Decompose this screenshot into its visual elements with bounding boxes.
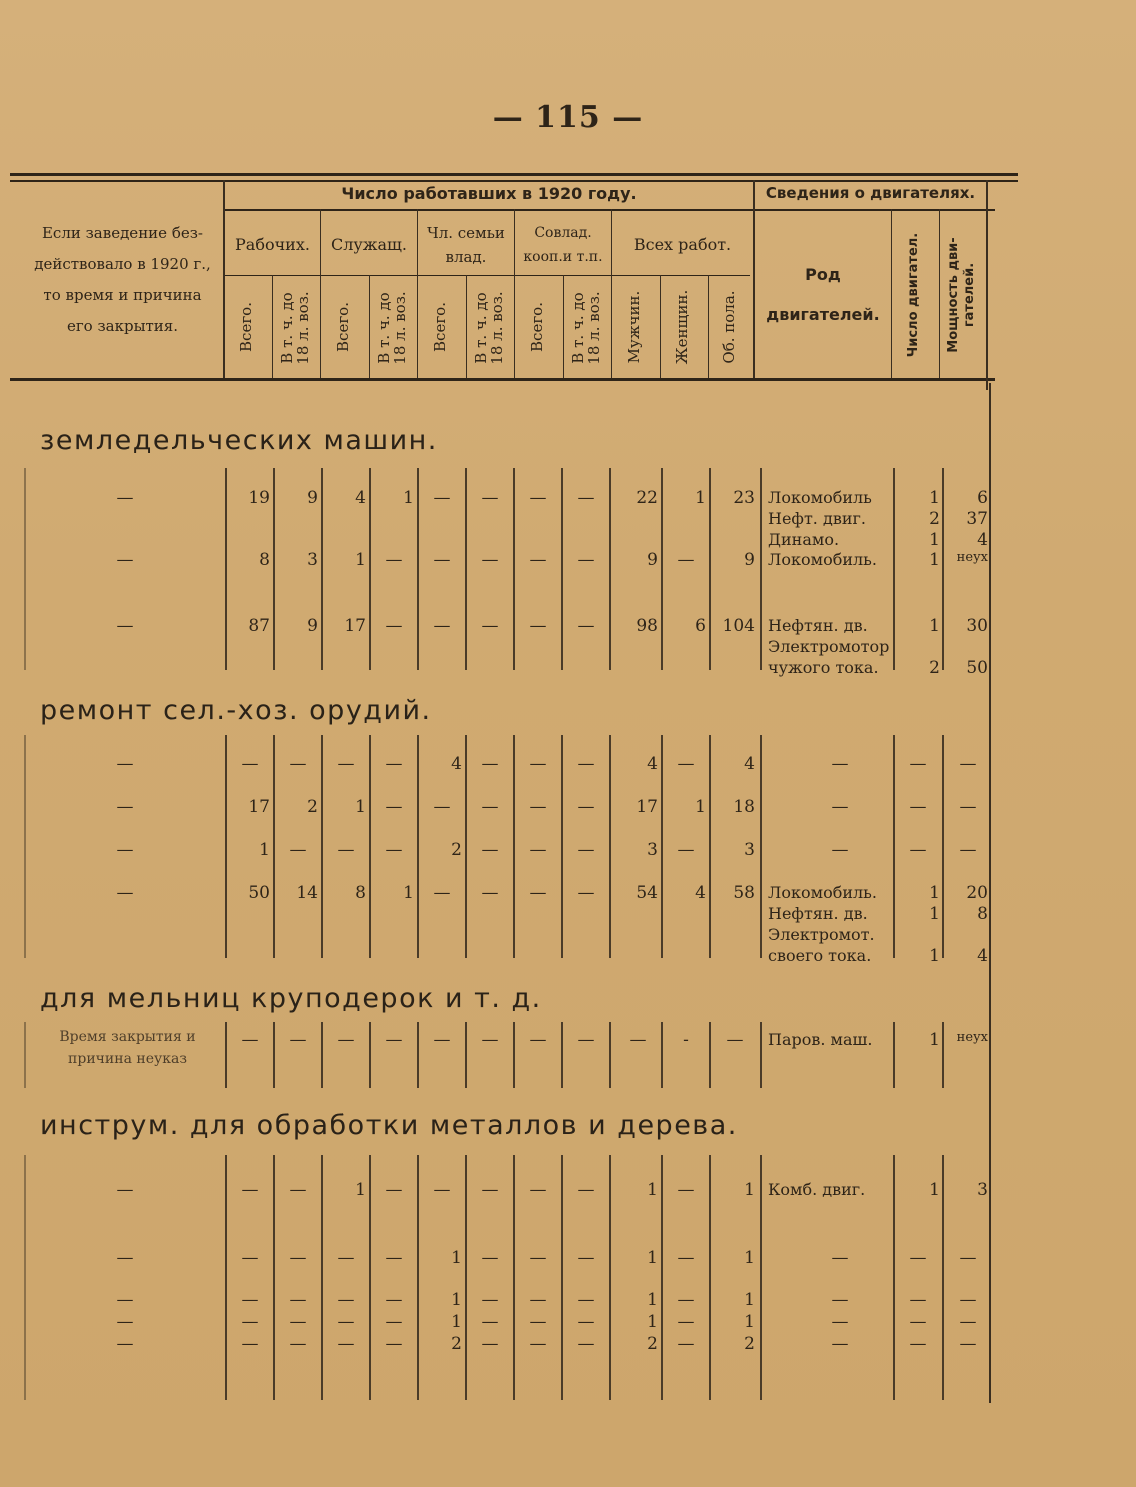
- value-cell: —: [337, 1030, 355, 1050]
- value-cell: —: [577, 1290, 595, 1310]
- section-title: инструм. для обработки металлов и дерева.: [40, 1110, 738, 1141]
- engine-power: неух: [956, 550, 988, 565]
- engine-count: —: [909, 840, 927, 860]
- engine-power: —: [959, 1248, 977, 1268]
- subcol-total-3: Всего.: [431, 302, 449, 352]
- engine-power: 6: [977, 488, 988, 508]
- engine-count: 1: [929, 946, 940, 966]
- value-cell: —: [529, 754, 547, 774]
- subcol-total-1: Всего.: [237, 302, 255, 352]
- value-cell: 54: [636, 883, 658, 903]
- engine-type: чужого тока.: [768, 658, 879, 677]
- value-cell: 98: [636, 616, 658, 636]
- engine-count: 2: [929, 658, 940, 678]
- engine-type: —: [831, 1248, 849, 1268]
- value-cell: —: [577, 754, 595, 774]
- value-cell: 104: [722, 616, 755, 636]
- value-cell: —: [241, 1312, 259, 1332]
- engine-count: 1: [929, 904, 940, 924]
- closure-cell: Время закрытия и причина неуказ: [59, 1029, 196, 1067]
- value-cell: —: [337, 840, 355, 860]
- value-cell: —: [529, 883, 547, 903]
- value-cell: —: [529, 1312, 547, 1332]
- engine-type: Комб. двиг.: [768, 1180, 866, 1199]
- value-cell: 4: [647, 754, 658, 774]
- section-title: ремонт сел.-хоз. орудий.: [40, 695, 432, 726]
- value-cell: 2: [307, 797, 318, 817]
- value-cell: —: [529, 1248, 547, 1268]
- value-cell: 22: [636, 488, 658, 508]
- engine-power: 50: [966, 658, 988, 678]
- value-cell: —: [241, 1334, 259, 1354]
- value-cell: —: [289, 1248, 307, 1268]
- closure-column-header: Если заведение без- действовало в 1920 г., то время и причина его закрытия.: [34, 224, 211, 335]
- engine-power: —: [959, 797, 977, 817]
- engine-power: —: [959, 1334, 977, 1354]
- value-cell: —: [529, 840, 547, 860]
- engine-power: 3: [977, 1180, 988, 1200]
- subcol-men: Мужчин.: [625, 290, 643, 364]
- value-cell: —: [677, 1290, 695, 1310]
- table-header: [10, 173, 1018, 383]
- engine-count-header: Число двигател.: [906, 232, 921, 358]
- engine-count: 2: [929, 509, 940, 529]
- value-cell: 8: [355, 883, 366, 903]
- value-cell: 1: [355, 1180, 366, 1200]
- value-cell: 1: [647, 1290, 658, 1310]
- value-cell: 1: [403, 488, 414, 508]
- value-cell: 1: [451, 1248, 462, 1268]
- value-cell: —: [433, 488, 451, 508]
- value-cell: 1: [403, 883, 414, 903]
- value-cell: 1: [647, 1312, 658, 1332]
- value-cell: —: [241, 1180, 259, 1200]
- engine-type: —: [831, 797, 849, 817]
- closure-cell: —: [116, 616, 134, 636]
- subcol-both: Об. пола.: [720, 290, 738, 364]
- value-cell: 1: [259, 840, 270, 860]
- value-cell: —: [433, 550, 451, 570]
- engine-count: —: [909, 1312, 927, 1332]
- engine-count: 1: [929, 1030, 940, 1050]
- value-cell: 1: [744, 1248, 755, 1268]
- engine-type: Локомобиль: [768, 488, 872, 507]
- engine-type: Нефтян. дв.: [768, 904, 868, 923]
- value-cell: 4: [744, 754, 755, 774]
- value-cell: —: [481, 550, 499, 570]
- engine-power: 4: [977, 530, 988, 550]
- value-cell: —: [481, 616, 499, 636]
- closure-cell: —: [116, 488, 134, 508]
- value-cell: 50: [248, 883, 270, 903]
- value-cell: —: [385, 1334, 403, 1354]
- value-cell: 2: [451, 1334, 462, 1354]
- value-cell: —: [385, 1030, 403, 1050]
- engine-type: —: [831, 1290, 849, 1310]
- subcol-total-4: Всего.: [528, 302, 546, 352]
- value-cell: 18: [733, 797, 755, 817]
- value-cell: —: [677, 1248, 695, 1268]
- engine-type: Динамо.: [768, 530, 840, 549]
- engine-type: Локомобиль.: [768, 883, 877, 902]
- value-cell: —: [529, 1180, 547, 1200]
- value-cell: 2: [647, 1334, 658, 1354]
- value-cell: —: [481, 1312, 499, 1332]
- value-cell: 4: [355, 488, 366, 508]
- value-cell: 6: [695, 616, 706, 636]
- engine-power-header: Мощность дви- гателей.: [946, 237, 977, 353]
- value-cell: 9: [307, 488, 318, 508]
- value-cell: —: [529, 488, 547, 508]
- engine-power: 37: [966, 509, 988, 529]
- engines-title: Сведения о двигателях.: [765, 184, 976, 202]
- value-cell: —: [289, 1180, 307, 1200]
- engine-count: 1: [929, 616, 940, 636]
- value-cell: 17: [636, 797, 658, 817]
- value-cell: —: [385, 1312, 403, 1332]
- engine-power: 30: [966, 616, 988, 636]
- value-cell: 4: [451, 754, 462, 774]
- value-cell: —: [577, 550, 595, 570]
- value-cell: —: [577, 840, 595, 860]
- subcol-total-2: Всего.: [334, 302, 352, 352]
- value-cell: —: [677, 840, 695, 860]
- value-cell: 58: [733, 883, 755, 903]
- value-cell: —: [337, 1248, 355, 1268]
- value-cell: 9: [647, 550, 658, 570]
- group-employees: Служащ.: [330, 235, 408, 254]
- value-cell: —: [289, 1334, 307, 1354]
- value-cell: —: [529, 550, 547, 570]
- engine-type: Электромотор: [768, 637, 890, 656]
- closure-cell: —: [116, 1290, 134, 1310]
- value-cell: —: [481, 1290, 499, 1310]
- value-cell: —: [529, 1334, 547, 1354]
- closure-cell: —: [116, 550, 134, 570]
- subcol-minor-3: В т. ч. до 18 л. воз.: [472, 291, 506, 365]
- workers-title: Число работавших в 1920 году.: [341, 184, 637, 203]
- value-cell: 1: [744, 1290, 755, 1310]
- engine-power: 8: [977, 904, 988, 924]
- value-cell: —: [481, 488, 499, 508]
- value-cell: 1: [695, 488, 706, 508]
- value-cell: 1: [355, 797, 366, 817]
- value-cell: 2: [744, 1334, 755, 1354]
- value-cell: —: [481, 1334, 499, 1354]
- value-cell: —: [677, 754, 695, 774]
- value-cell: —: [481, 1180, 499, 1200]
- engine-type-header: Род двигателей.: [766, 265, 880, 324]
- engine-type: —: [831, 754, 849, 774]
- value-cell: —: [481, 840, 499, 860]
- value-cell: 17: [248, 797, 270, 817]
- value-cell: 4: [695, 883, 706, 903]
- value-cell: 17: [344, 616, 366, 636]
- value-cell: -: [683, 1030, 689, 1050]
- value-cell: —: [677, 1312, 695, 1332]
- value-cell: —: [481, 754, 499, 774]
- value-cell: —: [241, 1290, 259, 1310]
- value-cell: —: [433, 616, 451, 636]
- value-cell: —: [337, 1334, 355, 1354]
- value-cell: —: [629, 1030, 647, 1050]
- value-cell: —: [337, 1290, 355, 1310]
- value-cell: —: [289, 1030, 307, 1050]
- engine-type: Нефт. двиг.: [768, 509, 866, 528]
- subcol-women: Женщин.: [673, 289, 691, 365]
- value-cell: —: [289, 754, 307, 774]
- value-cell: 1: [647, 1248, 658, 1268]
- closure-cell: —: [116, 797, 134, 817]
- value-cell: 1: [744, 1180, 755, 1200]
- value-cell: —: [433, 797, 451, 817]
- engine-count: 1: [929, 1180, 940, 1200]
- value-cell: —: [577, 1030, 595, 1050]
- engine-type: своего тока.: [768, 946, 872, 965]
- value-cell: —: [577, 1334, 595, 1354]
- value-cell: —: [385, 1180, 403, 1200]
- closure-cell: —: [116, 883, 134, 903]
- value-cell: —: [577, 488, 595, 508]
- engine-type: Нефтян. дв.: [768, 616, 868, 635]
- value-cell: —: [529, 797, 547, 817]
- value-cell: 1: [451, 1312, 462, 1332]
- closure-cell: —: [116, 1312, 134, 1332]
- value-cell: —: [677, 1180, 695, 1200]
- engine-count: —: [909, 1290, 927, 1310]
- engine-count: —: [909, 1334, 927, 1354]
- engine-type: —: [831, 1312, 849, 1332]
- value-cell: —: [433, 1030, 451, 1050]
- value-cell: —: [481, 1030, 499, 1050]
- closure-cell: —: [116, 840, 134, 860]
- subcol-minor-2: В т. ч. до 18 л. воз.: [375, 291, 409, 365]
- value-cell: —: [385, 1248, 403, 1268]
- value-cell: 23: [733, 488, 755, 508]
- engine-type: Паров. маш.: [768, 1030, 873, 1049]
- value-cell: 3: [744, 840, 755, 860]
- engine-power: 4: [977, 946, 988, 966]
- value-cell: 14: [296, 883, 318, 903]
- value-cell: 3: [647, 840, 658, 860]
- engine-count: 1: [929, 883, 940, 903]
- value-cell: 9: [307, 616, 318, 636]
- engine-count: —: [909, 1248, 927, 1268]
- engine-power: неух: [956, 1030, 988, 1045]
- value-cell: —: [481, 883, 499, 903]
- value-cell: —: [577, 883, 595, 903]
- value-cell: —: [677, 1334, 695, 1354]
- value-cell: 87: [248, 616, 270, 636]
- value-cell: —: [529, 1030, 547, 1050]
- group-family: Чл. семьи влад.: [427, 224, 505, 266]
- engine-power: —: [959, 1290, 977, 1310]
- value-cell: 3: [307, 550, 318, 570]
- value-cell: —: [677, 550, 695, 570]
- subcol-minor-1: В т. ч. до 18 л. воз.: [278, 291, 312, 365]
- value-cell: —: [726, 1030, 744, 1050]
- value-cell: —: [337, 754, 355, 774]
- value-cell: 1: [355, 550, 366, 570]
- engine-type: Электромот.: [768, 925, 875, 944]
- engine-count: —: [909, 754, 927, 774]
- engine-power: —: [959, 840, 977, 860]
- value-cell: —: [433, 883, 451, 903]
- value-cell: 8: [259, 550, 270, 570]
- engine-power: 20: [966, 883, 988, 903]
- value-cell: —: [481, 1248, 499, 1268]
- value-cell: —: [385, 1290, 403, 1310]
- value-cell: —: [289, 1312, 307, 1332]
- value-cell: —: [481, 797, 499, 817]
- value-cell: —: [241, 1030, 259, 1050]
- value-cell: —: [433, 1180, 451, 1200]
- page-number: — 115 —: [492, 100, 644, 135]
- closure-cell: —: [116, 754, 134, 774]
- value-cell: —: [577, 1248, 595, 1268]
- engine-count: 1: [929, 488, 940, 508]
- value-cell: —: [241, 1248, 259, 1268]
- engine-type: Локомобиль.: [768, 550, 877, 569]
- engine-count: —: [909, 797, 927, 817]
- value-cell: —: [529, 616, 547, 636]
- engine-count: 1: [929, 550, 940, 570]
- value-cell: —: [241, 754, 259, 774]
- subcol-minor-4: В т. ч. до 18 л. воз.: [569, 291, 603, 365]
- engine-count: 1: [929, 530, 940, 550]
- group-coowners: Совлад. кооп.и т.п.: [523, 225, 603, 265]
- value-cell: —: [385, 754, 403, 774]
- group-workers: Рабочих.: [235, 235, 310, 254]
- engine-type: —: [831, 840, 849, 860]
- value-cell: 1: [744, 1312, 755, 1332]
- section-title: земледельческих машин.: [40, 425, 438, 456]
- value-cell: —: [577, 1180, 595, 1200]
- closure-cell: —: [116, 1248, 134, 1268]
- value-cell: —: [337, 1312, 355, 1332]
- value-cell: 1: [695, 797, 706, 817]
- closure-cell: —: [116, 1180, 134, 1200]
- value-cell: —: [577, 797, 595, 817]
- value-cell: —: [577, 1312, 595, 1332]
- value-cell: 19: [248, 488, 270, 508]
- value-cell: 2: [451, 840, 462, 860]
- value-cell: 9: [744, 550, 755, 570]
- value-cell: —: [385, 550, 403, 570]
- value-cell: —: [529, 1290, 547, 1310]
- value-cell: —: [289, 1290, 307, 1310]
- closure-cell: —: [116, 1334, 134, 1354]
- value-cell: —: [385, 840, 403, 860]
- section-title: для мельниц круподерок и т. д.: [40, 983, 542, 1014]
- value-cell: —: [289, 840, 307, 860]
- value-cell: —: [577, 616, 595, 636]
- engine-power: —: [959, 754, 977, 774]
- engine-power: —: [959, 1312, 977, 1332]
- value-cell: 1: [647, 1180, 658, 1200]
- engine-type: —: [831, 1334, 849, 1354]
- group-all-workers: Всех работ.: [633, 235, 732, 254]
- value-cell: —: [385, 797, 403, 817]
- value-cell: 1: [451, 1290, 462, 1310]
- value-cell: —: [385, 616, 403, 636]
